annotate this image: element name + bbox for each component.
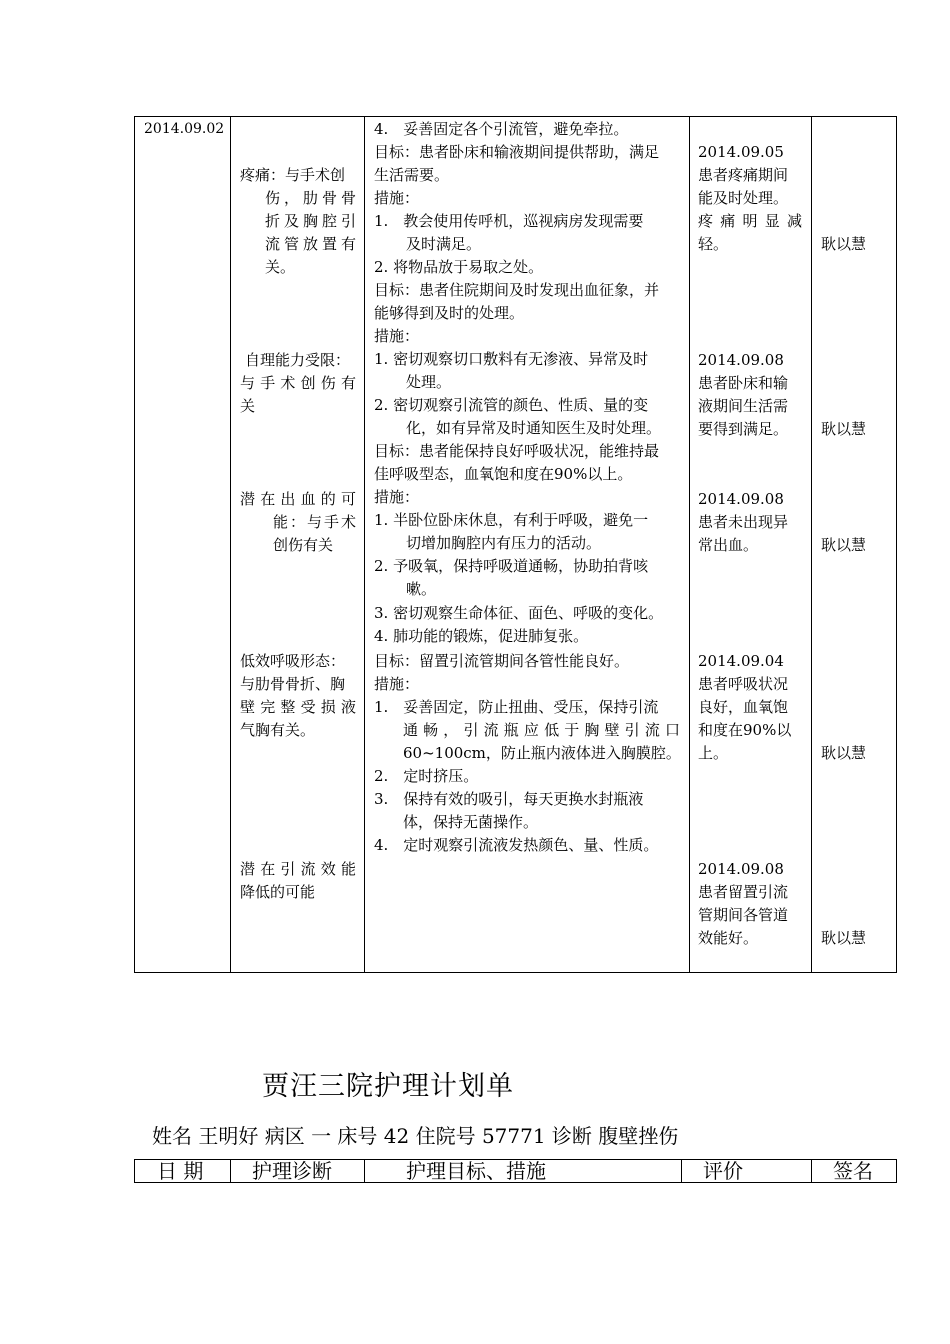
diagnosis-line: 伤，肋骨骨 [265,189,356,207]
measure-line: 3. 密切观察生命体征、面色、呼吸的变化。 [374,604,664,622]
measure-line: 4. 定时观察引流液发热颜色、量、性质。 [374,836,659,854]
diagnosis-line: 潜在引流效能 [240,860,356,878]
measure-line: 体，保持无菌操作。 [403,813,539,831]
diagnosis-line: 潜在出血的可 [240,490,356,508]
column-divider [364,1159,365,1183]
patient-info: 姓名 王明好 病区 一 床号 42 住院号 57771 诊断 腹壁挫伤 [152,1124,679,1148]
measure-line: 处理。 [406,373,452,391]
header-diagnosis: 护理诊断 [252,1159,332,1183]
signature: 耿以慧 [821,929,867,947]
evaluation-line: 患者呼吸状况 [698,675,789,693]
signature: 耿以慧 [821,235,867,253]
diagnosis-line: 低效呼吸形态： [240,652,346,670]
evaluation-line: 常出血。 [698,536,759,554]
table-bottom-border [134,972,897,973]
column-divider [811,1159,812,1183]
measure-line: 60~100cm，防止瓶内液体进入胸膜腔。 [403,744,681,762]
evaluation-line: 2014.09.08 [698,490,784,508]
measure-line: 1. 密切观察切口敷料有无渗液、异常及时 [374,350,649,368]
evaluation-line: 和度在90%以 [698,721,792,739]
measure-line: 4. 肺功能的锻炼，促进肺复张。 [374,627,589,645]
measure-line: 1. 妥善固定，防止扭曲、受压，保持引流 [374,698,659,716]
column-divider [896,1159,897,1183]
evaluation-line: 轻。 [698,235,729,253]
header-goals-measures: 护理目标、措施 [406,1159,546,1183]
measure-line: 2. 定时挤压。 [374,767,479,785]
column-divider [811,116,812,973]
evaluation-line: 2014.09.05 [698,143,784,161]
measure-line: 能够得到及时的处理。 [374,304,525,322]
diagnosis-line: 流管放置有 [265,235,356,253]
column-divider [134,1159,135,1183]
measure-line: 目标：患者卧床和输液期间提供帮助，满足 [374,143,660,161]
column-divider [230,116,231,973]
evaluation-line: 要得到满足。 [698,420,789,438]
evaluation-line: 能及时处理。 [698,189,789,207]
diagnosis-line: 与肋骨骨折、胸 [240,675,346,693]
column-divider [134,116,135,973]
diagnosis-line: 疼痛：与手术创 [240,166,346,184]
signature: 耿以慧 [821,420,867,438]
evaluation-line: 上。 [698,744,729,762]
column-divider [681,1159,682,1183]
diagnosis-line: 与手术创伤有 [240,374,356,392]
measure-line: 1. 半卧位卧床休息，有利于呼吸，避免一 [374,511,649,529]
evaluation-line: 良好，血氧饱 [698,698,789,716]
diagnosis-line: 折及胸腔引 [265,212,356,230]
evaluation-line: 疼痛明显减 [698,212,802,230]
measure-line: 目标：留置引流管期间各管性能良好。 [374,652,630,670]
measure-line: 1. 教会使用传呼机，巡视病房发现需要 [374,212,644,230]
evaluation-line: 2014.09.08 [698,351,784,369]
evaluation-line: 液期间生活需 [698,397,789,415]
evaluation-line: 患者留置引流 [698,883,789,901]
measure-line: 2. 将物品放于易取之处。 [374,258,544,276]
measure-line: 通畅，引流瓶应低于胸壁引流口 [403,721,680,739]
evaluation-line: 患者卧床和输 [698,374,789,392]
header-signature: 签名 [833,1159,873,1183]
diagnosis-line: 壁完整受损液 [240,698,356,716]
header-evaluation: 评价 [703,1159,743,1183]
diagnosis-line: 气胸有关。 [240,721,316,739]
measure-line: 目标：患者能保持良好呼吸状况，能维持最 [374,442,660,460]
evaluation-line: 管期间各管道 [698,906,789,924]
evaluation-line: 患者疼痛期间 [698,166,789,184]
plan-date: 2014.09.02 [144,121,225,137]
table-top-border [134,116,897,117]
measure-line: 佳呼吸型态，血氧饱和度在90%以上。 [374,465,633,483]
measure-line: 嗽。 [406,580,437,598]
measure-line: 切增加胸腔内有压力的活动。 [406,534,602,552]
form-title: 贾汪三院护理计划单 [262,1071,514,1102]
column-divider [230,1159,231,1183]
column-divider [689,116,690,973]
signature: 耿以慧 [821,536,867,554]
diagnosis-line: 能：与手术 [273,513,356,531]
evaluation-line: 效能好。 [698,929,759,947]
diagnosis-line: 创伤有关 [273,536,334,554]
measure-line: 措施： [374,488,420,506]
signature: 耿以慧 [821,744,867,762]
header-date: 日 期 [157,1159,204,1183]
measure-line: 措施： [374,189,420,207]
column-divider [896,116,897,973]
measure-line: 3. 保持有效的吸引，每天更换水封瓶液 [374,790,644,808]
measure-line: 化，如有异常及时通知医生及时处理。 [406,419,662,437]
measure-line: 目标：患者住院期间及时发现出血征象，并 [374,281,660,299]
diagnosis-line: 关 [240,397,256,415]
measure-line: 生活需要。 [374,166,450,184]
measure-line: 2. 密切观察引流管的颜色、性质、量的变 [374,396,649,414]
evaluation-line: 患者未出现异 [698,513,789,531]
measure-line: 2. 予吸氧，保持呼吸道通畅，协助拍背咳 [374,557,649,575]
diagnosis-line: 降低的可能 [240,883,316,901]
measure-line: 措施： [374,327,420,345]
evaluation-line: 2014.09.04 [698,652,784,670]
column-divider [364,116,365,973]
measure-line: 及时满足。 [406,235,482,253]
measure-line: 4. 妥善固定各个引流管，避免牵拉。 [374,120,629,138]
measure-line: 措施： [374,675,420,693]
diagnosis-line: 自理能力受限： [245,351,351,369]
diagnosis-line: 关。 [265,258,296,276]
evaluation-line: 2014.09.08 [698,860,784,878]
